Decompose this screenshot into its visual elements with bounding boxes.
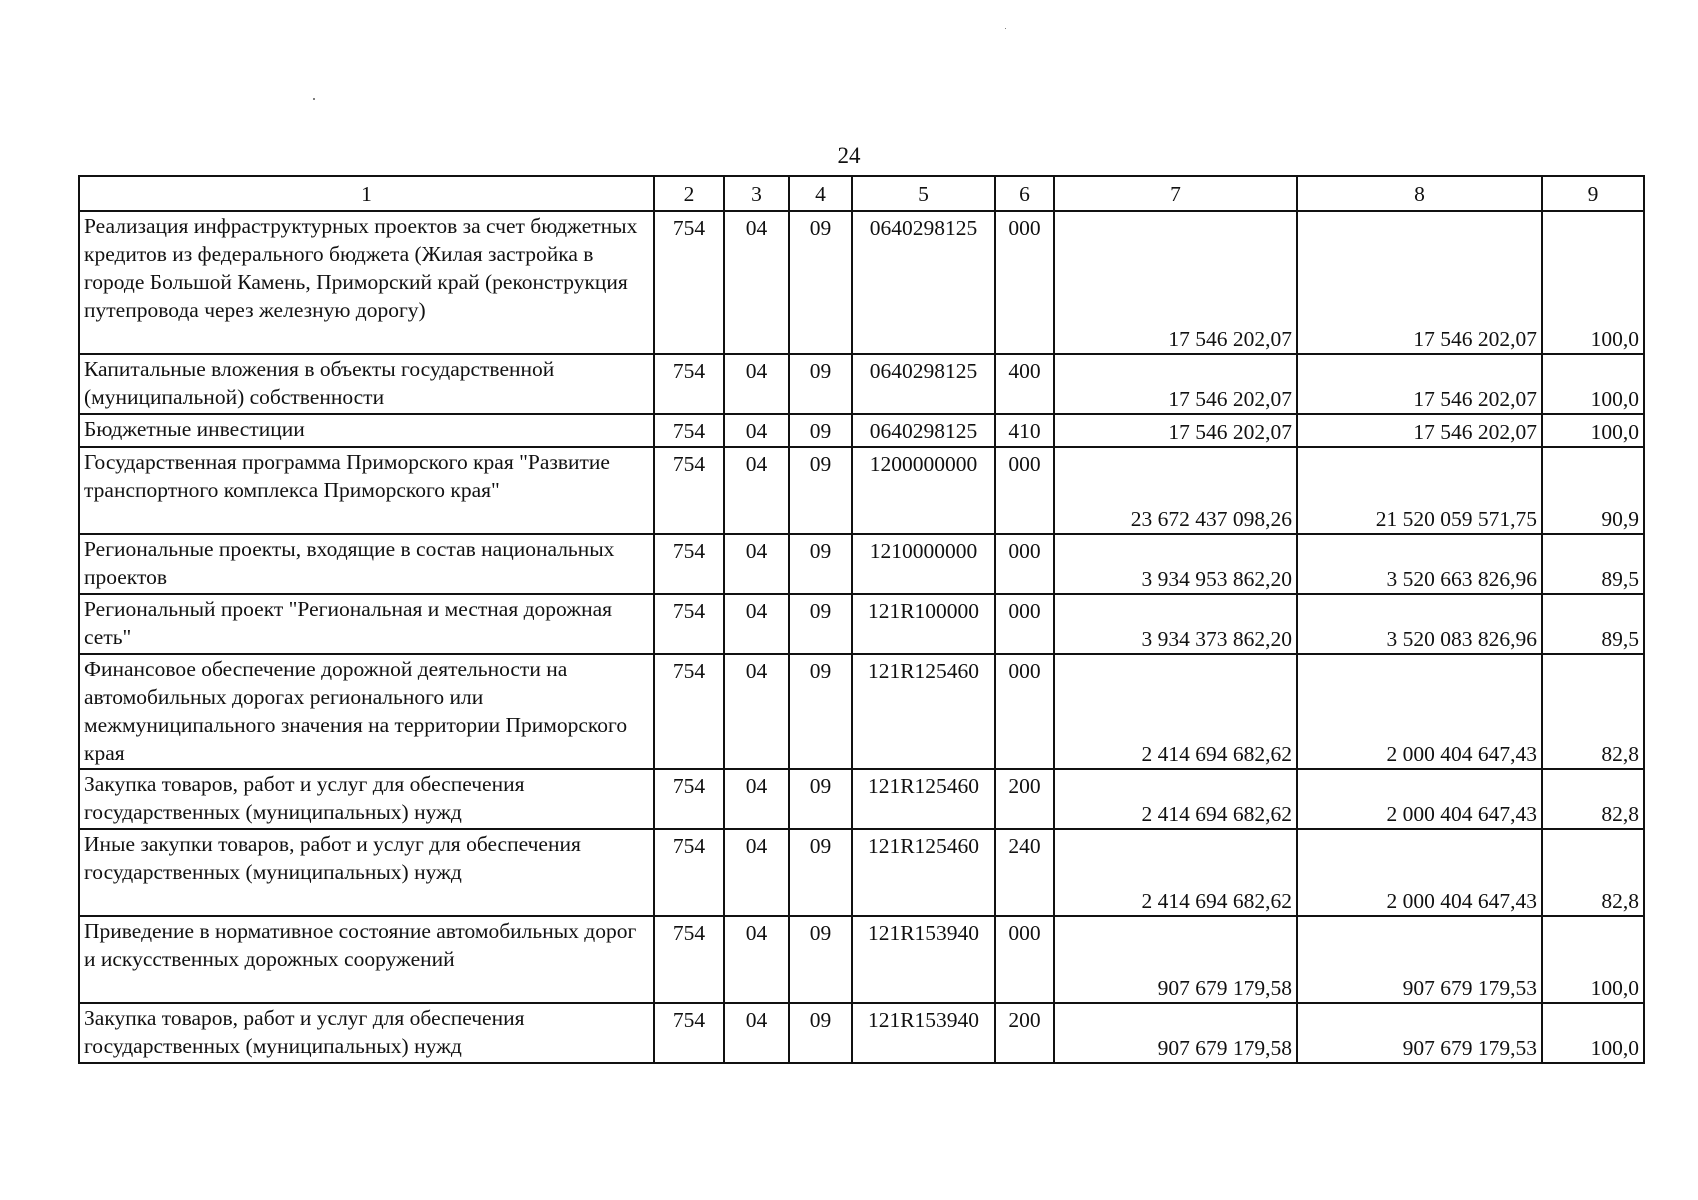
cell-code-4: 09 — [789, 916, 852, 1003]
cell-code-2: 754 — [654, 594, 724, 654]
cell-amount-7: 907 679 179,58 — [1054, 1003, 1297, 1063]
column-header: 7 — [1054, 176, 1297, 211]
cell-code-2: 754 — [654, 829, 724, 916]
table-row — [79, 211, 1644, 354]
cell-amount-7: 3 934 373 862,20 — [1054, 594, 1297, 654]
cell-code-5: 121R125460 — [852, 829, 995, 916]
cell-amount-8: 2 000 404 647,43 — [1297, 654, 1542, 769]
row-name: Региональный проект "Региональная и местная дорожная сеть" — [79, 594, 654, 654]
cell-percent-9: 89,5 — [1542, 594, 1644, 654]
cell-code-5: 1210000000 — [852, 534, 995, 594]
cell-code-2: 754 — [654, 1003, 724, 1063]
cell-percent-9: 82,8 — [1542, 829, 1644, 916]
cell-percent-9: 89,5 — [1542, 534, 1644, 594]
scan-speck — [313, 98, 315, 100]
cell-code-4: 09 — [789, 769, 852, 829]
cell-code-2: 754 — [654, 916, 724, 1003]
cell-amount-7: 17 546 202,07 — [1054, 354, 1297, 414]
cell-code-5: 121R125460 — [852, 769, 995, 829]
cell-code-6: 000 — [995, 594, 1054, 654]
cell-amount-7: 17 546 202,07 — [1054, 211, 1297, 354]
column-header: 9 — [1542, 176, 1644, 211]
scan-speck — [1005, 28, 1006, 29]
cell-code-3: 04 — [724, 534, 789, 594]
cell-code-6: 000 — [995, 447, 1054, 534]
cell-amount-8: 2 000 404 647,43 — [1297, 829, 1542, 916]
cell-amount-8: 17 546 202,07 — [1297, 211, 1542, 354]
cell-code-6: 200 — [995, 769, 1054, 829]
row-name: Государственная программа Приморского края "Развитие транспортного комплекса Приморского края" — [79, 447, 654, 534]
cell-amount-7: 2 414 694 682,62 — [1054, 654, 1297, 769]
cell-code-5: 0640298125 — [852, 354, 995, 414]
table-row — [79, 916, 1644, 1003]
cell-code-4: 09 — [789, 594, 852, 654]
row-name: Региональные проекты, входящие в состав национальных проектов — [79, 534, 654, 594]
cell-amount-7: 17 546 202,07 — [1054, 414, 1297, 447]
cell-code-6: 000 — [995, 211, 1054, 354]
cell-code-4: 09 — [789, 354, 852, 414]
column-header: 6 — [995, 176, 1054, 211]
row-name: Реализация инфраструктурных проектов за счет бюджетных кредитов из федерального бюджета (Жилая застройка в городе Большой Камень, Приморский край (реконструкция путепровода через железную дорогу) — [79, 211, 654, 354]
cell-code-5: 1200000000 — [852, 447, 995, 534]
cell-percent-9: 90,9 — [1542, 447, 1644, 534]
cell-code-3: 04 — [724, 654, 789, 769]
cell-amount-7: 2 414 694 682,62 — [1054, 769, 1297, 829]
cell-code-5: 121R153940 — [852, 1003, 995, 1063]
cell-amount-7: 23 672 437 098,26 — [1054, 447, 1297, 534]
cell-code-3: 04 — [724, 916, 789, 1003]
row-name: Бюджетные инвестиции — [79, 414, 654, 447]
column-header: 3 — [724, 176, 789, 211]
cell-amount-8: 907 679 179,53 — [1297, 916, 1542, 1003]
row-name: Капитальные вложения в объекты государственной (муниципальной) собственности — [79, 354, 654, 414]
row-name: Закупка товаров, работ и услуг для обеспечения государственных (муниципальных) нужд — [79, 1003, 654, 1063]
cell-code-3: 04 — [724, 769, 789, 829]
cell-code-5: 0640298125 — [852, 414, 995, 447]
cell-percent-9: 82,8 — [1542, 654, 1644, 769]
table-row — [79, 769, 1644, 829]
cell-code-2: 754 — [654, 211, 724, 354]
table-row — [79, 354, 1644, 414]
cell-code-5: 0640298125 — [852, 211, 995, 354]
cell-amount-8: 21 520 059 571,75 — [1297, 447, 1542, 534]
cell-code-2: 754 — [654, 534, 724, 594]
cell-code-6: 410 — [995, 414, 1054, 447]
cell-amount-8: 907 679 179,53 — [1297, 1003, 1542, 1063]
cell-amount-8: 17 546 202,07 — [1297, 354, 1542, 414]
table-row — [79, 534, 1644, 594]
table-row — [79, 414, 1644, 447]
cell-code-3: 04 — [724, 354, 789, 414]
row-name: Закупка товаров, работ и услуг для обеспечения государственных (муниципальных) нужд — [79, 769, 654, 829]
cell-amount-7: 907 679 179,58 — [1054, 916, 1297, 1003]
row-name: Иные закупки товаров, работ и услуг для обеспечения государственных (муниципальных) нужд — [79, 829, 654, 916]
cell-code-4: 09 — [789, 1003, 852, 1063]
cell-code-5: 121R125460 — [852, 654, 995, 769]
cell-code-6: 000 — [995, 916, 1054, 1003]
cell-code-2: 754 — [654, 654, 724, 769]
cell-code-4: 09 — [789, 414, 852, 447]
cell-code-3: 04 — [724, 1003, 789, 1063]
cell-percent-9: 82,8 — [1542, 769, 1644, 829]
table-row — [79, 447, 1644, 534]
budget-table — [78, 175, 1645, 1064]
cell-code-5: 121R100000 — [852, 594, 995, 654]
cell-code-2: 754 — [654, 414, 724, 447]
table-row — [79, 1003, 1644, 1063]
cell-amount-8: 3 520 083 826,96 — [1297, 594, 1542, 654]
column-header: 1 — [79, 176, 654, 211]
cell-code-4: 09 — [789, 447, 852, 534]
cell-code-3: 04 — [724, 414, 789, 447]
cell-code-4: 09 — [789, 534, 852, 594]
page-number: 24 — [837, 143, 861, 168]
cell-code-6: 240 — [995, 829, 1054, 916]
cell-code-6: 000 — [995, 534, 1054, 594]
table-row — [79, 829, 1644, 916]
cell-percent-9: 100,0 — [1542, 414, 1644, 447]
cell-code-3: 04 — [724, 447, 789, 534]
column-header: 8 — [1297, 176, 1542, 211]
cell-code-3: 04 — [724, 594, 789, 654]
cell-code-4: 09 — [789, 829, 852, 916]
cell-code-6: 200 — [995, 1003, 1054, 1063]
cell-code-6: 400 — [995, 354, 1054, 414]
cell-code-2: 754 — [654, 447, 724, 534]
table-row — [79, 594, 1644, 654]
cell-amount-7: 3 934 953 862,20 — [1054, 534, 1297, 594]
cell-percent-9: 100,0 — [1542, 916, 1644, 1003]
cell-percent-9: 100,0 — [1542, 1003, 1644, 1063]
table-row — [79, 654, 1644, 769]
cell-percent-9: 100,0 — [1542, 211, 1644, 354]
cell-code-4: 09 — [789, 211, 852, 354]
table-header-row — [79, 176, 1644, 211]
cell-amount-8: 17 546 202,07 — [1297, 414, 1542, 447]
column-header: 2 — [654, 176, 724, 211]
cell-amount-8: 2 000 404 647,43 — [1297, 769, 1542, 829]
cell-percent-9: 100,0 — [1542, 354, 1644, 414]
row-name: Приведение в нормативное состояние автомобильных дорог и искусственных дорожных сооружений — [79, 916, 654, 1003]
cell-code-6: 000 — [995, 654, 1054, 769]
column-header: 4 — [789, 176, 852, 211]
cell-code-5: 121R153940 — [852, 916, 995, 1003]
row-name: Финансовое обеспечение дорожной деятельности на автомобильных дорогах регионального или межмуниципального значения на территории Приморского края — [79, 654, 654, 769]
cell-amount-7: 2 414 694 682,62 — [1054, 829, 1297, 916]
column-header: 5 — [852, 176, 995, 211]
cell-amount-8: 3 520 663 826,96 — [1297, 534, 1542, 594]
cell-code-3: 04 — [724, 211, 789, 354]
cell-code-2: 754 — [654, 354, 724, 414]
cell-code-4: 09 — [789, 654, 852, 769]
cell-code-3: 04 — [724, 829, 789, 916]
cell-code-2: 754 — [654, 769, 724, 829]
